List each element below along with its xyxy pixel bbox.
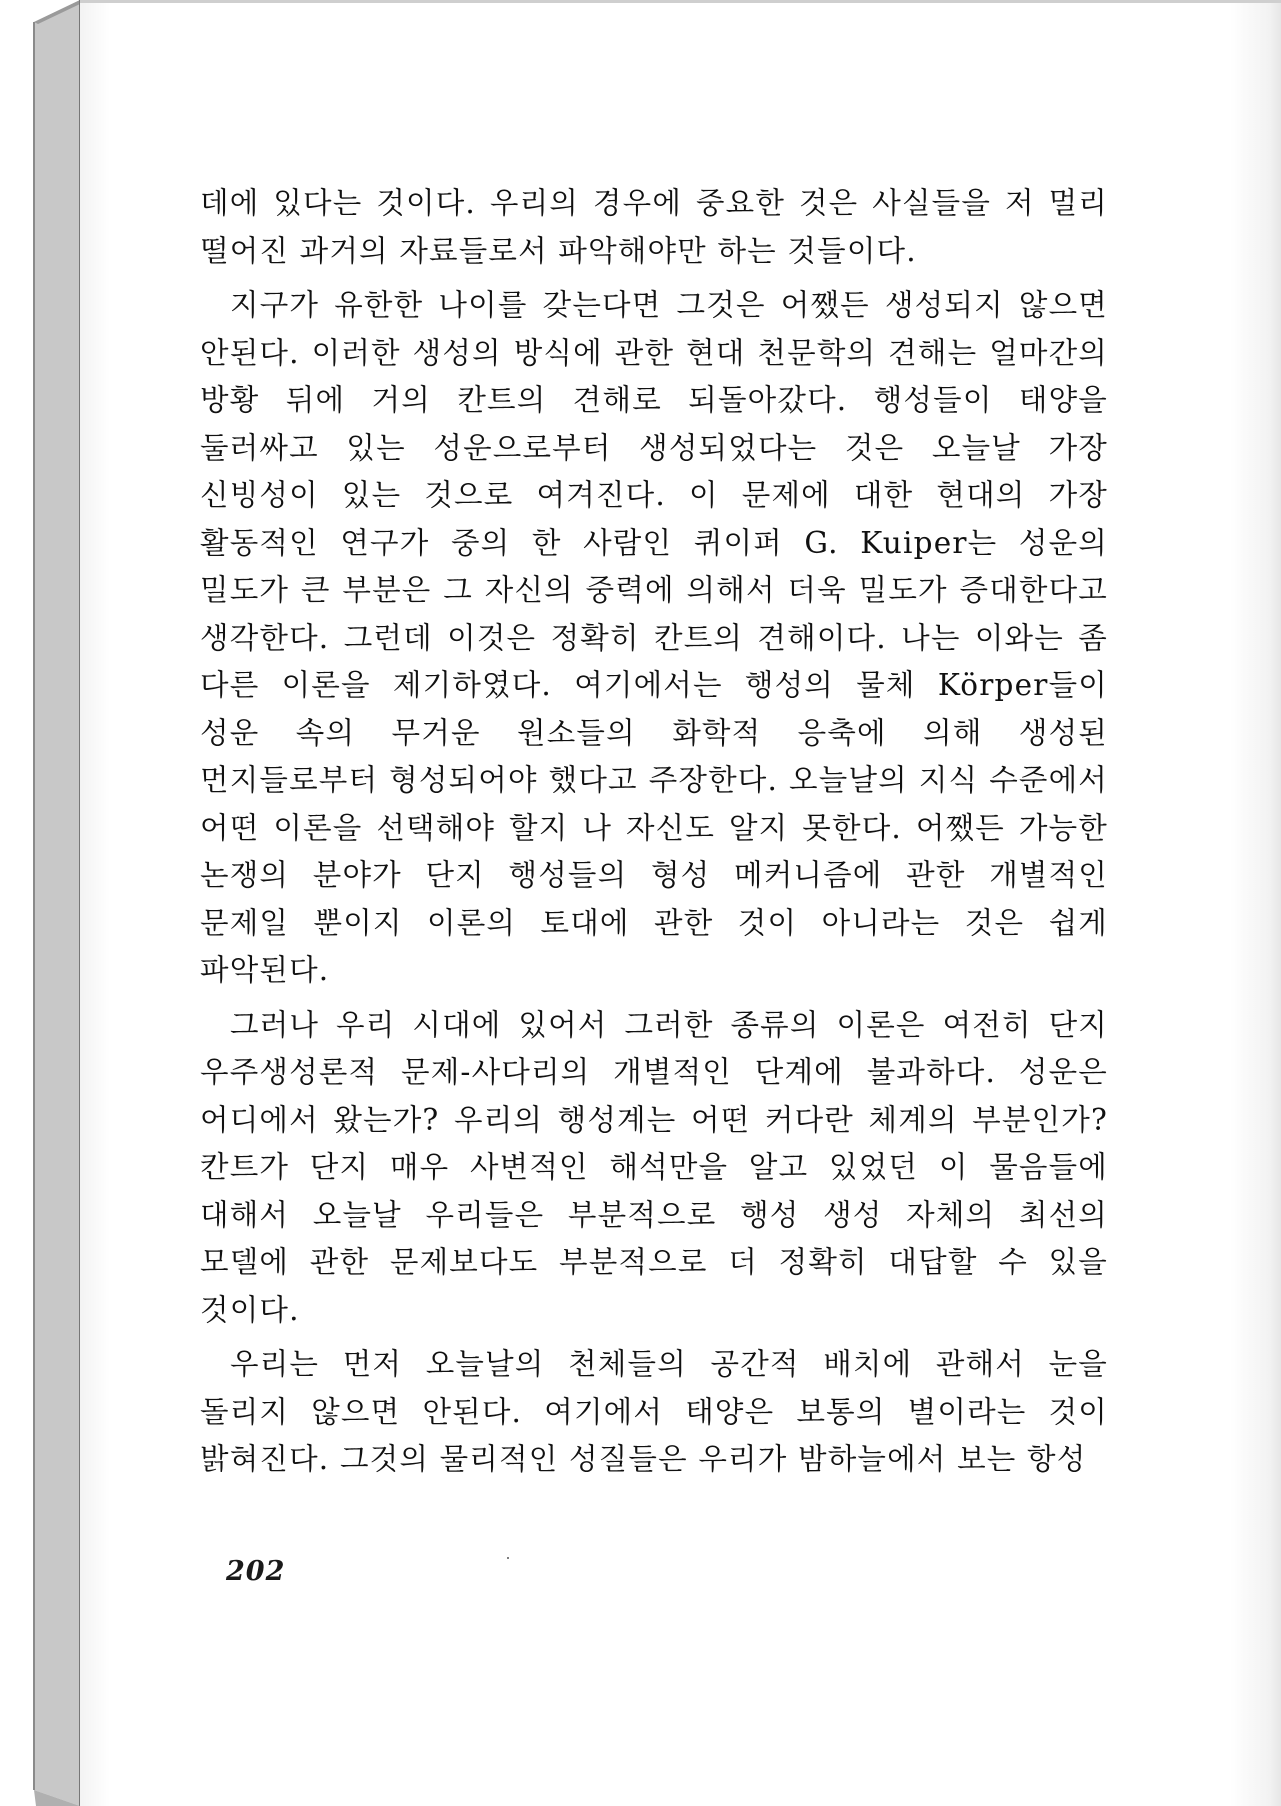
paragraph-1: 데에 있다는 것이다. 우리의 경우에 중요한 것은 사실들을 저 멀리 떨어진 과거의 자료들로서 파악해야만 하는 것들이다.	[200, 186, 1108, 268]
page-top-edge	[80, 0, 1281, 3]
page-number: 202	[226, 1556, 286, 1587]
scan-speck	[507, 1557, 509, 1559]
body-text	[200, 180, 1108, 1491]
paragraph-2: 지구가 유한한 나이를 갖는다면 그것은 어쨌든 생성되지 않으면 안된다. 이러한 생성의 방식에 관한 현대 천문학의 견해는 얼마간의 방황 뒤에 거의 칸트의 견해로 되돌아갔다. 행성들이 태양을 둘러싸고 있는 성운으로부터 생성되었다는 것은 오늘날 가장 신빙성이 있는 것으로 여겨진다. 이 문제에 대한 현대의 가장 활동적인 연구가 중의 한 사람인 퀴이퍼 G. Kuiper는 성운의 밀도가 큰 부분은 그 자신의 중력에 의해서 더욱 밀도가 증대한다고 생각한다. 그런데 이것은 정확히 칸트의 견해이다. 나는 이와는 좀 다른 이론을 제기하였다. 여기에서는 행성의 물체 Körper들이 성운 속의 무거운 원소들의 화학적 응축에 의해 생성된 먼지들로부터 형성되어야 했다고 주장한다. 오늘날의 지식 수준에서 어떤 이론을 선택해야 할지 나 자신도 알지 못한다. 어쨌든 가능한 논쟁의 분야가 단지 행성들의 형성 메커니즘에 관한 개별적인 문제일 뿐이지 이론의 토대에 관한 것이 아니라는 것은 쉽게 파악된다.	[200, 288, 1108, 987]
paragraph-3: 그러나 우리 시대에 있어서 그러한 종류의 이론은 여전히 단지 우주생성론적 문제-사다리의 개별적인 단계에 불과하다. 성운은 어디에서 왔는가? 우리의 행성계는 어떤 커다란 체계의 부분인가? 칸트가 단지 매우 사변적인 해석만을 알고 있었던 이 물음들에 대해서 오늘날 우리들은 부분적으로 행성 생성 자체의 최선의 모델에 관한 문제보다도 부분적으로 더 정확히 대답할 수 있을 것이다.	[200, 1007, 1108, 1327]
paragraph-4: 우리는 먼저 오늘날의 천체들의 공간적 배치에 관해서 눈을 돌리지 않으면 안된다. 여기에서 태양은 보통의 별이라는 것이 밝혀진다. 그것의 물리적인 성질들은 우리가 밤하늘에서 보는 항성	[200, 1347, 1108, 1476]
